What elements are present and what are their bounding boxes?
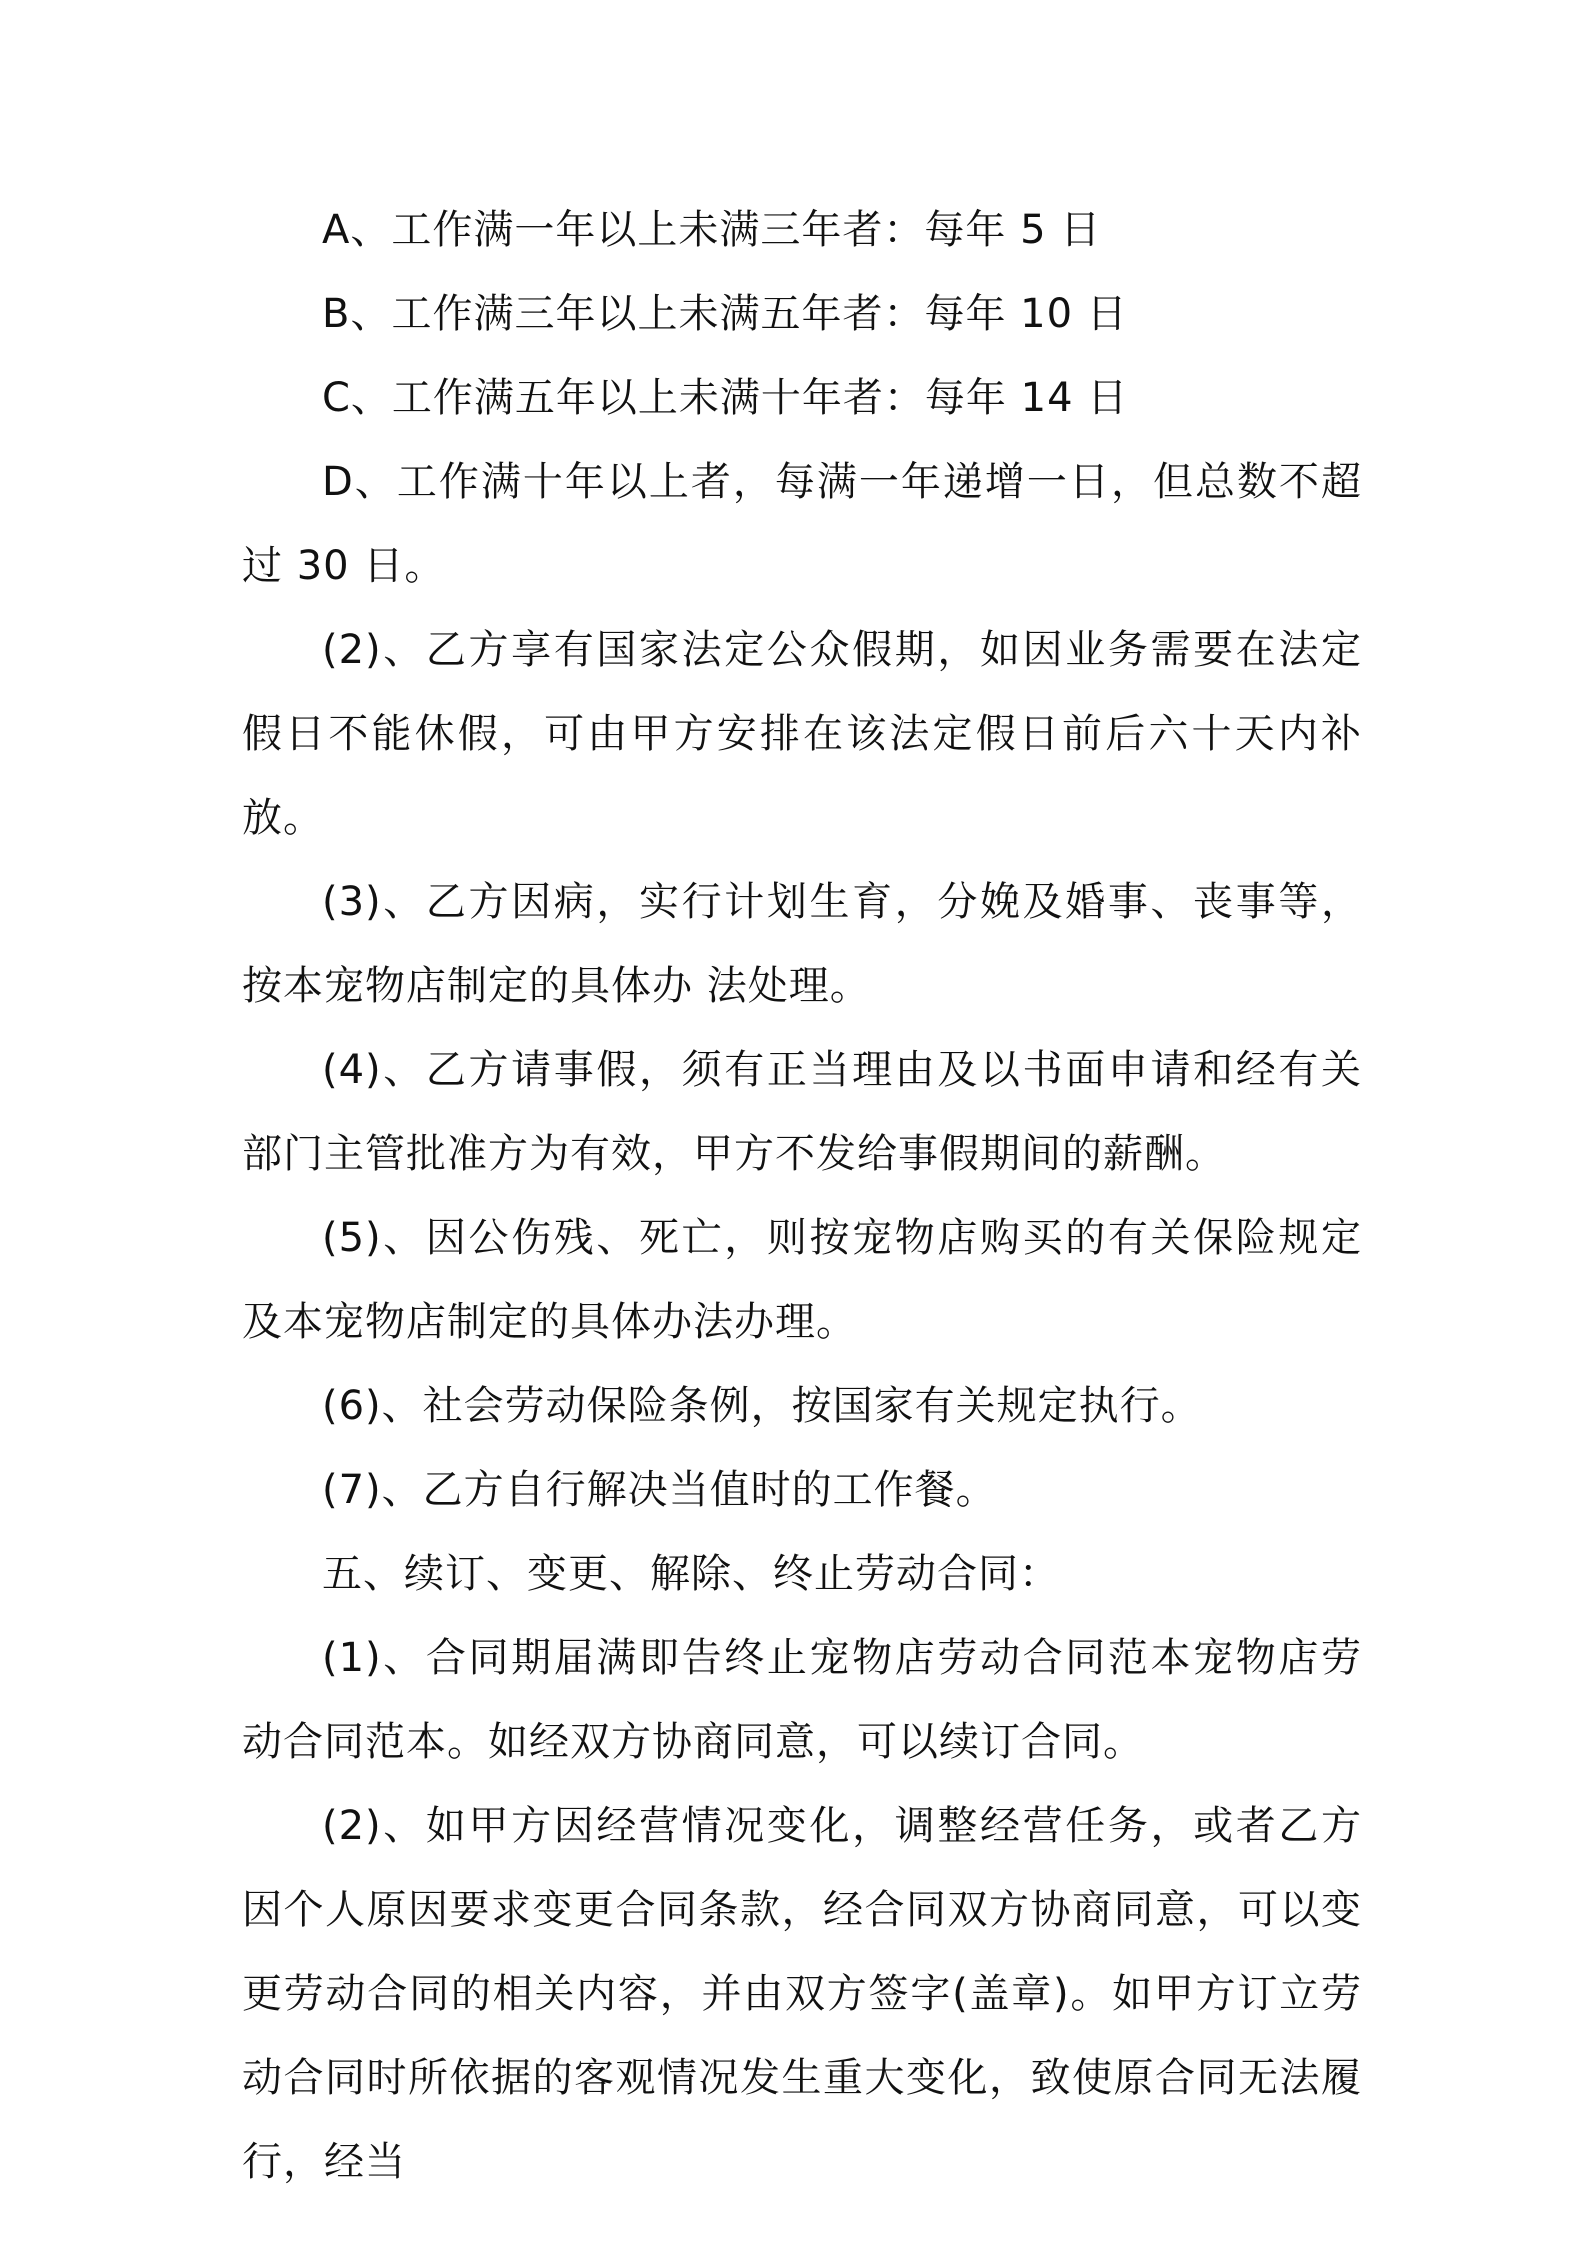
paragraph-leave-tier-b: B、工作满三年以上未满五年者：每年 10 日 <box>322 291 1128 337</box>
paragraph-clause-7-meals: (7)、乙方自行解决当值时的工作餐。 <box>322 1467 997 1513</box>
paragraph-leave-tier-d: D、工作满十年以上者，每满一年递增一日，但总数不超过 30 日。 <box>242 459 1362 589</box>
paragraph-clause-6-insurance: (6)、社会劳动保险条例，按国家有关规定执行。 <box>322 1383 1202 1429</box>
paragraph-clause-5-injury: (5)、因公伤残、死亡，则按宠物店购买的有关保险规定及本宠物店制定的具体办法办理。 <box>242 1215 1362 1345</box>
document-body <box>242 188 1362 2204</box>
paragraph-contract-clause-2: (2)、如甲方因经营情况变化，调整经营任务，或者乙方因个人原因要求变更合同条款，经合同双方协商同意，可以变更劳动合同的相关内容，并由双方签字(盖章)。如甲方订立劳动合同时所依据的客观情况发生重大变化，致使原合同无法履行，经当 <box>242 1803 1362 2185</box>
paragraph-contract-clause-1: (1)、合同期届满即告终止宠物店劳动合同范本宠物店劳动合同范本。如经双方协商同意，可以续订合同。 <box>242 1635 1362 1765</box>
paragraph-leave-tier-c: C、工作满五年以上未满十年者：每年 14 日 <box>322 375 1129 421</box>
paragraph-leave-tier-a: A、工作满一年以上未满三年者：每年 5 日 <box>322 207 1102 253</box>
section-heading-contract-changes: 五、续订、变更、解除、终止劳动合同： <box>322 1551 1060 1597</box>
paragraph-clause-2-holidays: (2)、乙方享有国家法定公众假期，如因业务需要在法定假日不能休假，可由甲方安排在该法定假日前后六十天内补放。 <box>242 627 1362 841</box>
paragraph-clause-4-personal-leave: (4)、乙方请事假，须有正当理由及以书面申请和经有关部门主管批准方为有效，甲方不发给事假期间的薪酬。 <box>242 1047 1362 1177</box>
paragraph-clause-3-sick-leave: (3)、乙方因病，实行计划生育，分娩及婚事、丧事等，按本宠物店制定的具体办 法处理。 <box>242 879 1362 1009</box>
